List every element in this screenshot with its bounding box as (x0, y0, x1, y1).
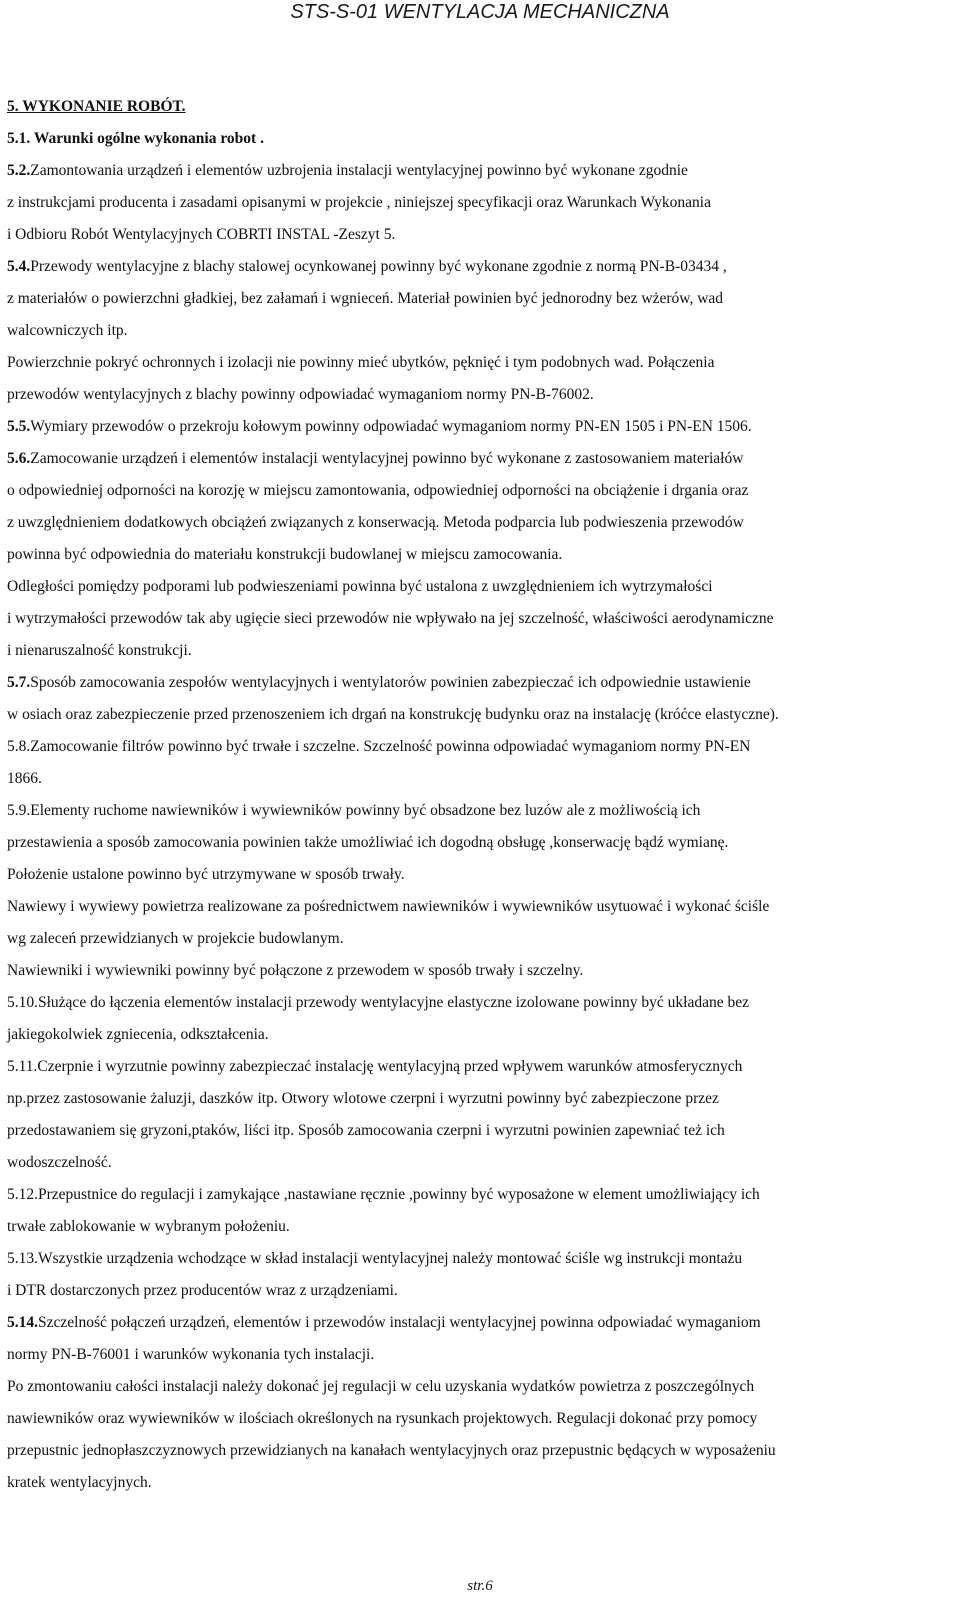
document-body (7, 91, 942, 1499)
line-text: Przewody wentylacyjne z blachy stalowej ocynkowanej powinny być wykonane zgodnie z normą PN-B-03434 , (30, 258, 727, 275)
line-text: 5.12.Przepustnice do regulacji i zamykające ,nastawiane ręcznie ,powinny być wyposażone w element umożliwiający ich (7, 1186, 760, 1203)
text-line (7, 699, 942, 731)
line-text: o odpowiedniej odporności na korozję w miejscu zamontowania, odpowiedniej odporności na obciążenie i drgania oraz (7, 482, 749, 499)
clause-number: 5.5. (7, 418, 31, 435)
line-text: przepustnic jednopłaszczyznowych przewidzianych na kanałach wentylacyjnych oraz przepustnic będących w wyposażeniu (7, 1442, 776, 1459)
text-line (7, 891, 942, 923)
text-line (7, 411, 942, 443)
line-text: i Odbioru Robót Wentylacyjnych COBRTI INSTAL -Zeszyt 5. (7, 226, 396, 243)
line-text: Nawiewniki i wywiewniki powinny być połączone z przewodem w sposób trwały i szczelny. (7, 962, 584, 979)
text-line (7, 923, 942, 955)
text-line (7, 1147, 942, 1179)
text-line (7, 1339, 942, 1371)
line-text: 5.10.Służące do łączenia elementów instalacji przewody wentylacyjne elastyczne izolowane powinny być układane bez (7, 994, 749, 1011)
text-line (7, 219, 942, 251)
text-line (7, 731, 942, 763)
page-header: STS-S-01 WENTYLACJA MECHANICZNA (290, 1, 670, 23)
text-line (7, 1211, 942, 1243)
text-line (7, 1115, 942, 1147)
text-line (7, 603, 942, 635)
line-text: Sposób zamocowania zespołów wentylacyjnych i wentylatorów powinien zabezpieczać ich odpowiednie ustawienie (30, 674, 751, 691)
paragraph-lines (7, 155, 942, 1499)
line-text: z uwzględnieniem dodatkowych obciążeń związanych z konserwacją. Metoda podparcia lub podwieszenia przewodów (7, 514, 744, 531)
line-text: Wymiary przewodów o przekroju kołowym powinny odpowiadać wymaganiom normy PN-EN 1505 i PN-EN 1506. (30, 418, 752, 435)
line-text: Zamontowania urządzeń i elementów uzbrojenia instalacji wentylacyjnej powinno być wykonane zgodnie (30, 162, 688, 179)
text-line (7, 667, 942, 699)
text-line (7, 315, 942, 347)
text-line (7, 635, 942, 667)
text-line (7, 187, 942, 219)
text-line (7, 347, 942, 379)
line-text: 5.11.Czerpnie i wyrzutnie powinny zabezpieczać instalację wentylacyjną przed wpływem warunków atmosferycznych (7, 1058, 743, 1075)
text-line (7, 1435, 942, 1467)
text-line (7, 1307, 942, 1339)
line-text: trwałe zablokowanie w wybranym położeniu. (7, 1218, 290, 1235)
line-text: z materiałów o powierzchni gładkiej, bez załamań i wgnieceń. Materiał powinien być jednorodny bez wżerów, wad (7, 290, 724, 307)
line-text: przedostawaniem się gryzoni,ptaków, liści itp. Sposób zamocowania czerpni i wyrzutni powinien zapewniać też ich (7, 1122, 725, 1139)
clause-number: 5.6. (7, 450, 31, 467)
clause-number: 5.7. (7, 674, 31, 691)
line-text: powinna być odpowiednia do materiału konstrukcji budowlanej w miejscu zamocowania. (7, 546, 563, 563)
clause-number: 5.14. (7, 1314, 38, 1331)
line-text: przewodów wentylacyjnych z blachy powinny odpowiadać wymaganiom normy PN-B-76002. (7, 386, 594, 403)
text-line (7, 763, 942, 795)
line-text: z instrukcjami producenta i zasadami opisanymi w projekcie , niniejszej specyfikacji oraz Warunkach Wykonania (7, 194, 711, 211)
line-text: normy PN-B-76001 i warunków wykonania tych instalacji. (7, 1346, 375, 1363)
line-text: Zamocowanie urządzeń i elementów instalacji wentylacyjnej powinno być wykonane z zastosowaniem materiałów (30, 450, 744, 467)
text-line (7, 283, 942, 315)
clause-number: 5.2. (7, 162, 31, 179)
page-number: str.6 (467, 1578, 493, 1594)
text-line (7, 1275, 942, 1307)
text-line (7, 571, 942, 603)
section-subtitle: 5.1. Warunki ogólne wykonania robot . (7, 130, 264, 147)
line-text: np.przez zastosowanie żaluzji, daszków itp. Otwory wlotowe czerpni i wyrzutni powinny być zabezpieczone przez (7, 1090, 719, 1107)
text-line (7, 859, 942, 891)
text-line (7, 795, 942, 827)
line-text: kratek wentylacyjnych. (7, 1474, 152, 1491)
text-line (7, 155, 942, 187)
line-text: w osiach oraz zabezpieczenie przed przenoszeniem ich drgań na konstrukcję budynku oraz na instalację (króćce elastyczne). (7, 706, 779, 723)
text-line (7, 1371, 942, 1403)
line-text: Powierzchnie pokryć ochronnych i izolacji nie powinny mieć ubytków, pęknięć i tym podobnych wad. Połączenia (7, 354, 715, 371)
text-line (7, 379, 942, 411)
section-title: 5. WYKONANIE ROBÓT. (7, 98, 186, 115)
line-text: wodoszczelność. (7, 1154, 112, 1171)
line-text: 5.8.Zamocowanie filtrów powinno być trwałe i szczelne. Szczelność powinna odpowiadać wymaganiom normy PN-EN (7, 738, 751, 755)
line-text: 1866. (7, 770, 42, 787)
line-text: Położenie ustalone powinno być utrzymywane w sposób trwały. (7, 866, 405, 883)
text-line (7, 507, 942, 539)
text-line (7, 1243, 942, 1275)
line-text: Nawiewy i wywiewy powietrza realizowane za pośrednictwem nawiewników i wywiewników usytuować i wykonać ściśle (7, 898, 770, 915)
line-text: Po zmontowaniu całości instalacji należy dokonać jej regulacji w celu uzyskania wydatków powietrza z poszczególnych (7, 1378, 755, 1395)
line-text: przestawienia a sposób zamocowania powinien także umożliwiać ich dogodną obsługę ,konserwację bądź wymianę. (7, 834, 729, 851)
line-text: wg zaleceń przewidzianych w projekcie budowlanym. (7, 930, 344, 947)
text-line (7, 443, 942, 475)
text-line (7, 1051, 942, 1083)
text-line (7, 475, 942, 507)
text-line (7, 1403, 942, 1435)
text-line (7, 1179, 942, 1211)
line-text: Szczelność połączeń urządzeń, elementów i przewodów instalacji wentylacyjnej powinna odpowiadać wymaganiom (38, 1314, 761, 1331)
line-text: 5.9.Elementy ruchome nawiewników i wywiewników powinny być obsadzone bez luzów ale z możliwością ich (7, 802, 701, 819)
clause-number: 5.4. (7, 258, 31, 275)
line-text: i nienaruszalność konstrukcji. (7, 642, 192, 659)
text-line (7, 251, 942, 283)
line-text: jakiegokolwiek zgniecenia, odkształcenia. (7, 1026, 269, 1043)
text-line (7, 539, 942, 571)
line-text: i DTR dostarczonych przez producentów wraz z urządzeniami. (7, 1282, 398, 1299)
text-line (7, 827, 942, 859)
text-line (7, 955, 942, 987)
text-line (7, 1467, 942, 1499)
line-text: walcowniczych itp. (7, 322, 128, 339)
line-text: i wytrzymałości przewodów tak aby ugięcie sieci przewodów nie wpływało na jej szczelność, właściwości aerodynamiczne (7, 610, 774, 627)
text-line (7, 987, 942, 1019)
text-line (7, 1083, 942, 1115)
text-line (7, 1019, 942, 1051)
line-text: nawiewników oraz wywiewników w ilościach określonych na rysunkach projektowych. Regulacji dokonać przy pomocy (7, 1410, 758, 1427)
line-text: 5.13.Wszystkie urządzenia wchodzące w skład instalacji wentylacyjnej należy montować ściśle wg instrukcji montażu (7, 1250, 743, 1267)
line-text: Odległości pomiędzy podporami lub podwieszeniami powinna być ustalona z uwzględnieniem ich wytrzymałości (7, 578, 713, 595)
